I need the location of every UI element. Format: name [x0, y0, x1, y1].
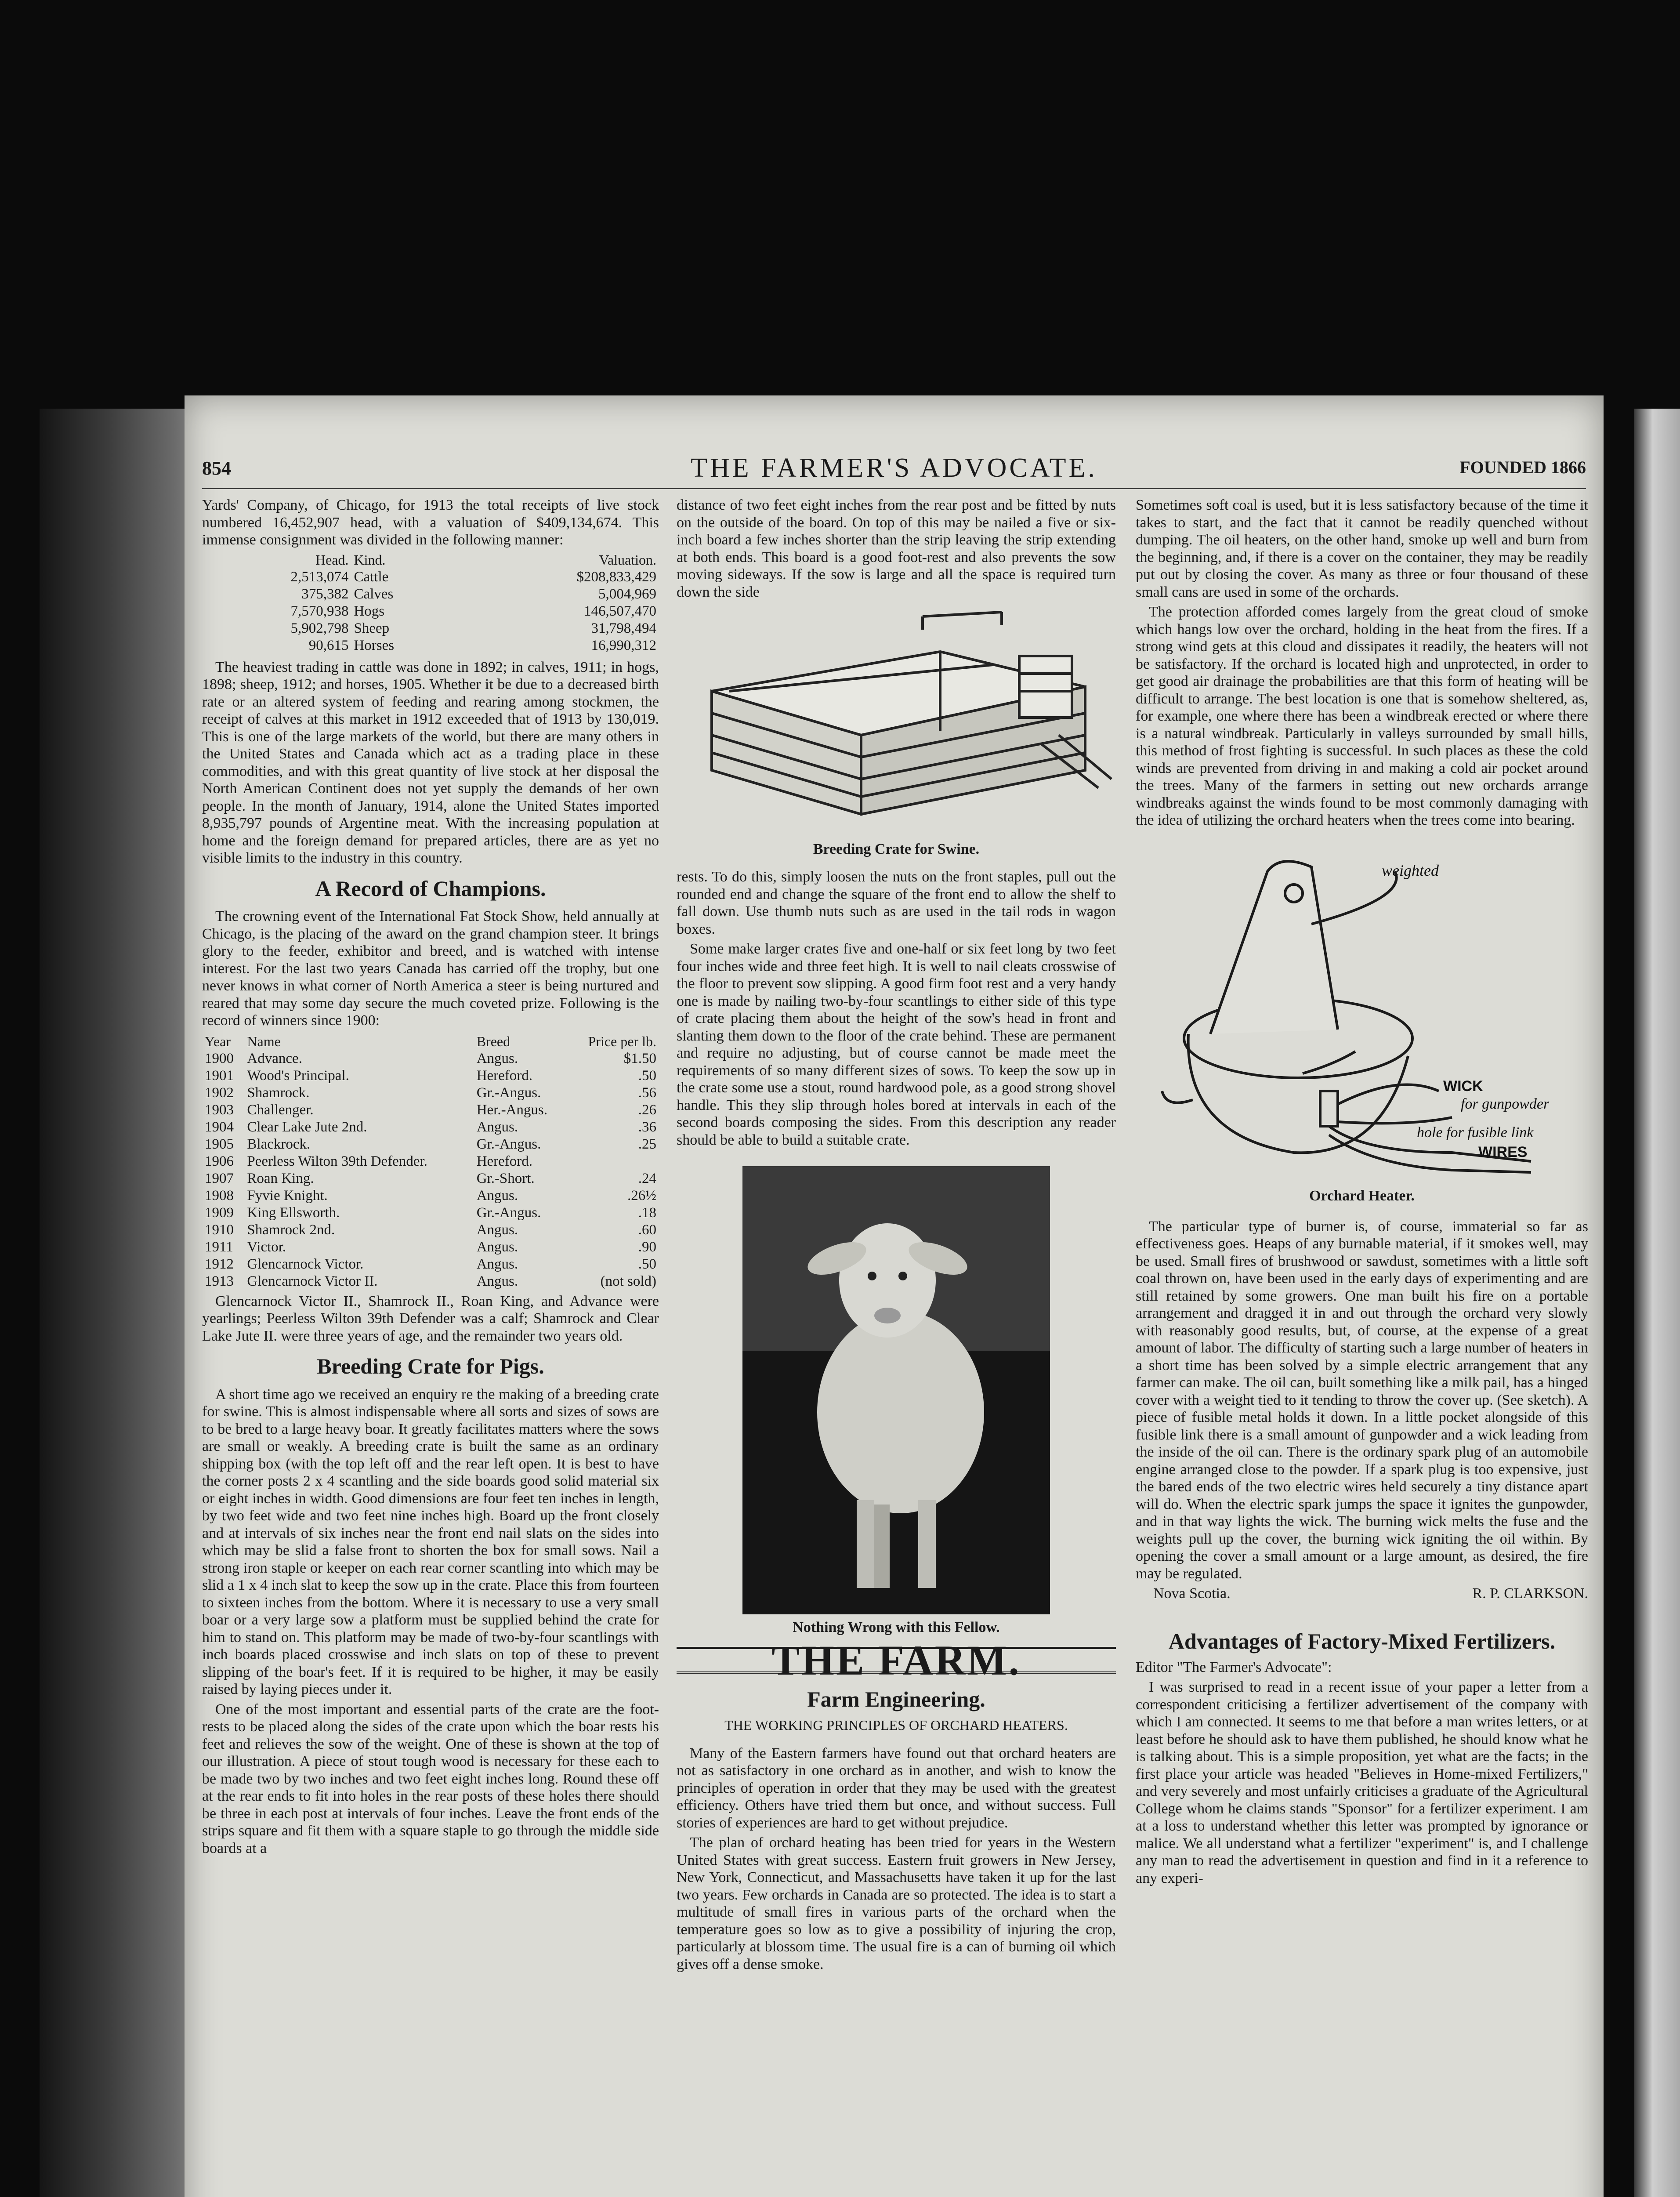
champions-table-cell: Glencarnock Victor II.	[247, 1273, 378, 1289]
crate-title: Breeding Crate for Pigs.	[317, 1354, 544, 1378]
sketch-label-weighted: weighted	[1382, 861, 1439, 879]
champions-table-row	[202, 1256, 659, 1273]
champions-table-cell: .25	[638, 1136, 656, 1152]
champions-table-cell: Victor.	[247, 1239, 286, 1255]
heater-para-1: Sometimes soft coal is used, but it is less satisfactory because of the time it takes to start, and the fact that it cannot be readily quenched without dumping. The oil heaters, on the other hand, smoke up well and burn from the beginning, and, if there is a cover on the container, they may be readily put out by closing the cover. As many as three or four thousand of these small cans are used in some of the orchards.	[1136, 497, 1588, 600]
sketch-label-wick: WICK	[1443, 1077, 1483, 1095]
fertilizer-title: Advantages of Factory-Mixed Fertilizers.	[1168, 1628, 1556, 1653]
crate-para-1: A short time ago we received an enquiry re the making of a breeding crate for swine. This is almost indispensable where all sorts and sizes of sows are to be bred to a large heavy boar. It greatly facilitates matters where the sows are small or weakly. A breeding crate is built the same as an ordinary shipping box (with the top left off and the rear left open. It is best to have the corner posts 2 x 4 scantling and the side boards good solid material six or eight inches in width. Good dimensions are four feet ten inches in length, by two feet wide and two feet nine inches high. Board up the front closely and at intervals of six inches near the front end nail slats on the sides into which may be slid a false front to shorten the box for small sows. Nail a strong iron staple or keeper on each rear corner scantling into which may be slid a 1 x 4 inch slat to keep the sow up in the crate. Place this from fourteen to sixteen inches from the bottom. Where it is necessary to use a very small boar or a very large sow a platform must be supplied behind the crate for him to stand on. This platform may be made of two-by-four scantlings with inch boards placed crosswise and inch slats on top of these to prevent slipping of the boar's feet. If it is required to be higher, it may be easily raised by laying pieces under it.	[202, 1386, 659, 1697]
champions-table-row	[202, 1273, 659, 1290]
livestock-para: The heaviest trading in cattle was done in 1892; in calves, 1911; in hogs, 1898; sheep, 1912; and horses, 1905. Whether it be due to a decreased birth rate or an altered system of feeding and rearing among stockmen, the receipt of calves at this market in 1912 exceeded that of 1913 by 130,019. This is one of the large markets of the world, but there are many others in the United States and Canada which act as a trading place in these commodities, and with this great quantity of live stock at her disposal the North American Continent does not yet supply the demands of her own people. In the month of January, 1914, alone the United States imported 8,935,797 pounds of Argentine meat. With the increasing population at home and the foreign demand for prepared articles, there are as yet no visible limits to the industry in this country.	[202, 659, 659, 866]
champions-table-header-cell: Price per lb.	[588, 1033, 656, 1049]
farm-engineering-subtitle: THE WORKING PRINCIPLES OF ORCHARD HEATERS.	[724, 1717, 1068, 1733]
champions-note: Glencarnock Victor II., Shamrock II., Roan King, and Advance were yearlings; Peerless Wilton 39th Defender was a calf; Shamrock and Clear Lake Jute II. were three years of age, and the remainder two years old.	[202, 1293, 659, 1344]
champions-table-cell: 1902	[205, 1084, 234, 1101]
heater-caption: Orchard Heater.	[1309, 1188, 1415, 1204]
photo-caption: Nothing Wrong with this Fellow.	[793, 1619, 1000, 1635]
champions-table-row	[202, 1170, 659, 1187]
champions-table-cell: Gr.-Angus.	[476, 1084, 541, 1101]
champions-table-cell	[568, 1153, 659, 1170]
farm-para-1: Many of the Eastern farmers have found out that orchard heaters are not as satisfactory in one orchard as in another, and wish to know the principles of operation in order that they may be used with the greatest efficiency. Others have tried them but once, and without success. Full stories of experiences are hard to get without prejudice.	[677, 1745, 1116, 1831]
champions-table-cell: .50	[638, 1067, 656, 1084]
signoff-place: Nova Scotia.	[1153, 1585, 1231, 1602]
champions-table-cell: 1911	[205, 1239, 233, 1255]
champions-table-row	[202, 1050, 659, 1067]
champions-table-row	[202, 1084, 659, 1102]
champions-table-header-cell: Breed	[476, 1033, 511, 1049]
crate-para-2: One of the most important and essential parts of the crate are the foot-rests to be placed along the sides of the crate upon which the boar rests his feet and relieves the sow of the weight. One of these is shown at the top of our illustration. A piece of stout tough wood is necessary for these each to be made two by two inches and two feet eight inches long. Round these off at the rear ends to fit into holes in the rear posts of these holes there should be three in each post at intervals of four inches. Leave the front ends of the strips square and fit them with a square staple to go through the middle side boards at a	[202, 1701, 659, 1856]
champions-table-cell: $1.50	[623, 1050, 656, 1066]
newspaper-page	[185, 395, 1604, 2197]
champions-table-cell: Blackrock.	[247, 1136, 311, 1152]
champions-table-cell: 1909	[205, 1204, 234, 1221]
champions-table-cell: 1904	[205, 1119, 234, 1135]
champions-table-cell: (not sold)	[600, 1273, 656, 1289]
champions-table-cell: Angus.	[476, 1256, 518, 1272]
livestock-table-cell: 31,798,494	[591, 620, 656, 636]
livestock-table-cell: $208,833,429	[576, 569, 656, 585]
champions-table-cell: .50	[638, 1256, 656, 1272]
section-banner: THE FARM.	[677, 1647, 1116, 1674]
signoff-name: R. P. CLARKSON.	[1472, 1585, 1588, 1602]
champions-table-cell: 1903	[205, 1102, 234, 1118]
fertilizer-salutation: Editor "The Farmer's Advocate":	[1136, 1659, 1332, 1675]
champions-table-row	[202, 1239, 659, 1256]
masthead: THE FARMER'S ADVOCATE.	[691, 453, 1097, 483]
livestock-table-header-cell: Valuation.	[599, 551, 656, 568]
champions-table	[202, 1033, 659, 1290]
sketch-label-hole: hole for fusible link	[1417, 1124, 1534, 1141]
heater-para-3: The particular type of burner is, of course, immaterial so far as effectiveness goes. Heaps of any burnable material, if it smokes well, may be used. Small fires of brushwood or sawdust, sometimes with a little soft coal thrown on, have been used in the early days of experimenting and are still retained by some growers. One man built his fire on a portable arrangement and dragged it in and out through the orchard very slowly with reasonably good results, but, of course, at the expense of a great amount of labor. The difficulty of starting such a large number of heaters in a short time has been solved by a simple electric arrangement that any farmer can make. The oil can, built something like a milk pail, has a hinged cover with a weight tied to it tending to throw the cover up. (See sketch). A piece of fusible metal holds it down. In a little pocket alongside of this fusible link there is a small amount of gunpowder and a wick leading from the inside of the oil can. There is the ordinary spark plug of an automobile engine arranged close to the powder. If a spark plug is too expensive, just the bared ends of the two electric wires held securely a tiny distance apart will do. When the electric spark jumps the space it ignites the gunpowder, and in that way lights the wick. The burning wick melts the fuse and the weights pull up the cover, the burning wick igniting the oil within. By opening the cover a small amount or a large amount, as desired, the fire may be regulated.	[1136, 1218, 1588, 1582]
champions-table-cell: Gr.-Angus.	[476, 1136, 541, 1152]
livestock-table-cell: 375,382	[301, 586, 349, 602]
livestock-table-cell: Cattle	[354, 569, 389, 585]
breeding-crate-illustration	[677, 603, 1116, 832]
champions-table-cell: Shamrock.	[247, 1084, 310, 1101]
page-header	[202, 453, 1586, 489]
champions-table-cell: Glencarnock Victor.	[247, 1256, 364, 1272]
champions-para: The crowning event of the International Fat Stock Show, held annually at Chicago, is the placing of the award on the grand champion steer. It brings glory to the feeder, exhibitor and breed, and is watched with intense interest. For the last two years Canada has carried off the trophy, but one never knows in what corner of North America a steer is being nurtured and reared that may some day secure the much coveted prize. Following is the record of winners since 1900:	[202, 908, 659, 1029]
champions-table-cell: Gr.-Short.	[476, 1170, 535, 1186]
champions-table-cell: .56	[638, 1084, 656, 1101]
heater-para-2: The protection afforded comes largely from the great cloud of smoke which hangs low over the orchard, holding in the heat from the fires. If a strong wind gets at this cloud and dissipates it readily, the heaters will not be satisfactory. If the orchard is located high and unprotected, in order to get good air drainage the probabilities are that this form of heating will be difficult to arrange. The best location is one that is somehow sheltered, as, for example, one where there has been a windbreak erected or where there is a natural windbreak. Particularly in valleys surrounded by small hills, this method of frost fighting is successful. In such places as these the cold winds are prevented from driving in and making a cold air pocket around the trees. Many of the farmers in setting out new orchards arrange windbreaks against the winds found to be most commonly damaging with the idea of utilizing the orchard heaters when the trees come into bearing.	[1136, 604, 1588, 828]
champions-table-cell: .24	[638, 1170, 656, 1186]
champions-table-cell: 1910	[205, 1222, 234, 1238]
lamb-photo	[742, 1166, 1050, 1614]
livestock-intro: Yards' Company, of Chicago, for 1913 the total receipts of live stock numbered 16,452,907 head, with a valuation of $409,134,674. This immense consignment was divided in the following manner:	[202, 497, 659, 548]
champions-table-row	[202, 1222, 659, 1239]
livestock-table-row	[202, 586, 659, 603]
champions-table-cell: Fyvie Knight.	[247, 1187, 328, 1204]
livestock-table-cell: 7,570,938	[290, 603, 349, 619]
champions-table-cell: Challenger.	[247, 1102, 314, 1118]
champions-table-row	[202, 1067, 659, 1084]
livestock-table-row	[202, 603, 659, 620]
champions-table-row	[202, 1136, 659, 1153]
champions-table-cell: King Ellsworth.	[247, 1204, 340, 1221]
champions-table-row	[202, 1119, 659, 1136]
champions-table-cell: .26½	[627, 1187, 656, 1204]
livestock-table	[202, 551, 659, 654]
champions-table-cell: 1905	[205, 1136, 234, 1152]
champions-table-cell: .90	[638, 1239, 656, 1255]
champions-table-cell: 1908	[205, 1187, 234, 1204]
champions-table-cell: Angus.	[476, 1119, 518, 1135]
champions-table-header-cell: Year	[205, 1033, 231, 1049]
champions-table-row	[202, 1187, 659, 1204]
champions-table-cell: Shamrock 2nd.	[247, 1222, 335, 1238]
page-number: 854	[202, 457, 231, 479]
champions-table-cell: Angus.	[476, 1273, 518, 1289]
column-3	[1136, 497, 1588, 1889]
champions-table-cell: Gr.-Angus.	[476, 1204, 541, 1221]
champions-table-cell: 1907	[205, 1170, 234, 1186]
crate-para-4: Some make larger crates five and one-half or six feet long by two feet four inches wide and three feet high. It is well to nail cleats crosswise of the floor to prevent sow slipping. A good firm foot rest and a very handy one is made by nailing two-by-four scantlings to either side of this type of crate placing them about the height of the sow's head in front and slanting them down to the floor of the crate behind. These are permanent and require no adjusting, but of course cannot be made meet the requirements of so many different sizes of sows. To keep the sow up in the crate some use a stout, round hardwood pole, as a good strong shovel handle. This they slip through holes bored at intervals in each of the second boards composing the sides. From this description any reader should be able to build a suitable crate.	[677, 941, 1116, 1148]
livestock-table-cell: 146,507,470	[584, 603, 656, 619]
champions-table-cell: .26	[638, 1102, 656, 1118]
sketch-label-wires: WIRES	[1478, 1143, 1528, 1160]
column-1	[202, 497, 659, 1860]
crate-continued-para: distance of two feet eight inches from the rear post and be fitted by nuts on the outside of the board. On top of this may be nailed a five or six-inch board a few inches shorter than the strip leaving the strip extending at both ends. This board is a good foot-rest and also prevents the sow moving sideways. If the sow is large and all the space is required turn down the side	[677, 497, 1116, 600]
champions-table-row	[202, 1204, 659, 1222]
champions-table-cell: .36	[638, 1119, 656, 1135]
champions-table-cell: Hereford.	[476, 1067, 533, 1084]
livestock-table-cell: Horses	[354, 637, 395, 653]
livestock-table-row	[202, 637, 659, 654]
champions-table-cell: Her.-Angus.	[476, 1102, 547, 1118]
livestock-table-header-cell: Kind.	[354, 551, 386, 568]
champions-table-cell: Clear Lake Jute 2nd.	[247, 1119, 367, 1135]
champions-table-cell: .18	[638, 1204, 656, 1221]
champions-table-cell: Roan King.	[247, 1170, 314, 1186]
livestock-table-cell: Sheep	[354, 620, 390, 636]
livestock-table-header-cell: Head.	[315, 551, 349, 568]
livestock-table-row	[202, 569, 659, 586]
livestock-table-cell: 2,513,074	[290, 569, 349, 585]
champions-table-cell: 1913	[205, 1273, 234, 1289]
book-left-edge	[40, 409, 206, 2197]
champions-title: A Record of Champions.	[315, 876, 546, 901]
champions-table-cell: Angus.	[476, 1187, 518, 1204]
champions-table-cell: .60	[638, 1222, 656, 1238]
livestock-table-cell: Calves	[354, 586, 394, 602]
farm-engineering-title: Farm Engineering.	[807, 1687, 985, 1711]
champions-table-cell: 1900	[205, 1050, 234, 1066]
champions-table-cell: Wood's Principal.	[247, 1067, 349, 1084]
champions-table-row	[202, 1102, 659, 1119]
champions-table-header-cell: Name	[247, 1033, 281, 1049]
champions-table-cell: Advance.	[247, 1050, 302, 1066]
champions-table-cell: 1906	[205, 1153, 234, 1169]
orchard-heater-sketch	[1136, 845, 1588, 1179]
sketch-label-gunpowder: for gunpowder	[1461, 1095, 1550, 1112]
champions-table-cell: 1912	[205, 1256, 234, 1272]
champions-table-cell: Angus.	[476, 1050, 518, 1066]
book-right-edge	[1634, 409, 1680, 2197]
champions-table-cell: Peerless Wilton 39th Defender.	[247, 1153, 427, 1169]
livestock-table-row	[202, 620, 659, 637]
fertilizer-para-1: I was surprised to read in a recent issue of your paper a letter from a correspondent criticising a fertilizer advertisement of the company with which I am connected. It seems to me that before a man writes letters, or at least before he should ask to have them published, he should know what he is talking about. This is a simple proposition, yet what are the facts; in the first place your article was headed "Believes in Home-mixed Fertilizers," and very severely and most unfairly criticises a graduate of the Agricultural College whom he claims stands "Sponsor" for a fertilizer experiment. I am at a loss to understand whether this letter was prompted by ignorance or malice. We all understand what a fertilizer "experiment" is, and I challenge any man to read the advertisement in question and find in it a reference to any experi-	[1136, 1679, 1588, 1886]
livestock-table-cell: 90,615	[308, 637, 349, 653]
crate-para-3: rests. To do this, simply loosen the nuts on the front staples, pull out the rounded end and change the square of the front end to allow the shelf to fall down. Use thumb nuts such as are used in the tail rods in wagon boxes.	[677, 869, 1116, 937]
champions-table-cell: Hereford.	[476, 1153, 533, 1169]
founded-line: FOUNDED 1866	[1459, 457, 1586, 477]
champions-table-cell: 1901	[205, 1067, 234, 1084]
champions-table-row	[202, 1153, 659, 1170]
champions-table-cell: Angus.	[476, 1239, 518, 1255]
farm-para-2: The plan of orchard heating has been tried for years in the Western United States with great success. Eastern fruit growers in New Jersey, New York, Connecticut, and Massachusetts have taken it up for the last two years. Few orchards in Canada are so protected. The idea is to start a multitude of small fires in various parts of the orchard when the temperature goes so low as to give a possibility of injuring the crop, particularly at blossom time. The usual fire is a can of burning oil which gives off a dense smoke.	[677, 1834, 1116, 1972]
livestock-table-cell: 16,990,312	[591, 637, 656, 653]
column-2	[677, 497, 1116, 1976]
livestock-table-cell: Hogs	[354, 603, 385, 619]
livestock-table-cell: 5,004,969	[598, 586, 656, 602]
crate-caption: Breeding Crate for Swine.	[813, 841, 980, 857]
livestock-table-cell: 5,902,798	[290, 620, 349, 636]
champions-table-cell: Angus.	[476, 1222, 518, 1238]
signoff	[1136, 1585, 1588, 1602]
